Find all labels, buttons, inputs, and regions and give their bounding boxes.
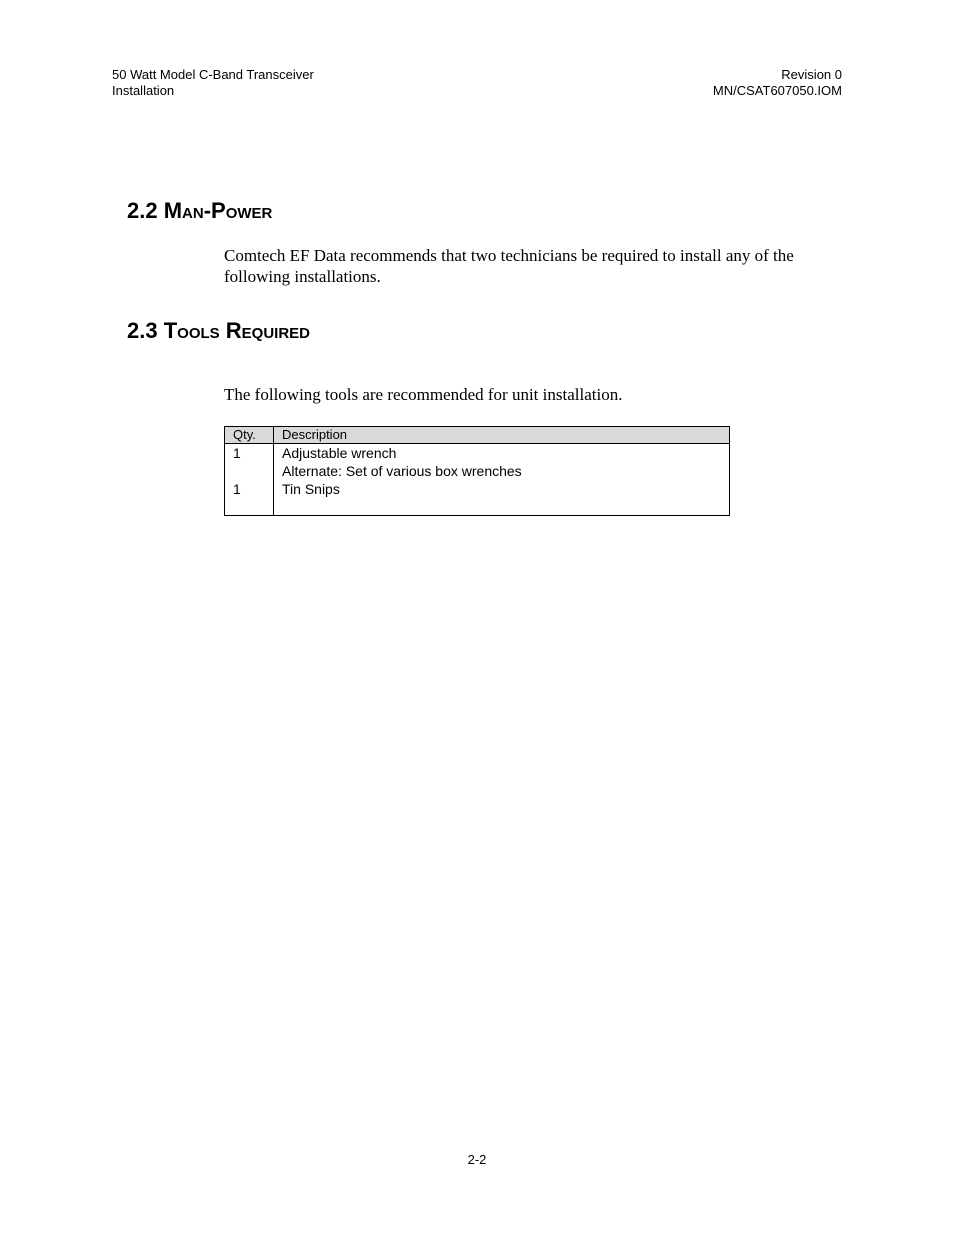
qty-cell: 1 (225, 480, 274, 516)
table-row (225, 480, 730, 516)
section-title: Man-Power (163, 198, 273, 223)
page-header-left (112, 67, 314, 99)
tools-paragraph: The following tools are recommended for unit installation. (224, 385, 623, 404)
page-number: 2-2 (467, 1152, 487, 1167)
description-cell: Adjustable wrench (274, 444, 730, 463)
document-number: MN/CSAT607050.IOM (712, 83, 842, 98)
description-cell: Tin Snips (274, 480, 730, 516)
qty-cell (225, 462, 274, 480)
section-number: 2.2 (127, 198, 158, 223)
qty-cell: 1 (225, 444, 274, 463)
table-row (225, 444, 730, 463)
page-header-right (713, 67, 842, 99)
column-header-qty: Qty. (225, 427, 274, 444)
section-heading-tools-required (127, 318, 310, 344)
document-title: 50 Watt Model C-Band Transceiver (112, 67, 314, 82)
table-header-row (225, 427, 730, 444)
description-cell: Alternate: Set of various box wrenches (274, 462, 730, 480)
section-number: 2.3 (127, 318, 158, 343)
chapter-name: Installation (112, 83, 175, 98)
column-header-description: Description (274, 427, 730, 444)
tools-table (224, 426, 730, 516)
revision-label: Revision 0 (781, 67, 842, 82)
man-power-paragraph: Comtech EF Data recommends that two technicians be required to install any of the following installations. (224, 246, 794, 286)
table-row (225, 462, 730, 480)
section-heading-man-power (127, 198, 272, 224)
section-title: Tools Required (163, 318, 311, 343)
